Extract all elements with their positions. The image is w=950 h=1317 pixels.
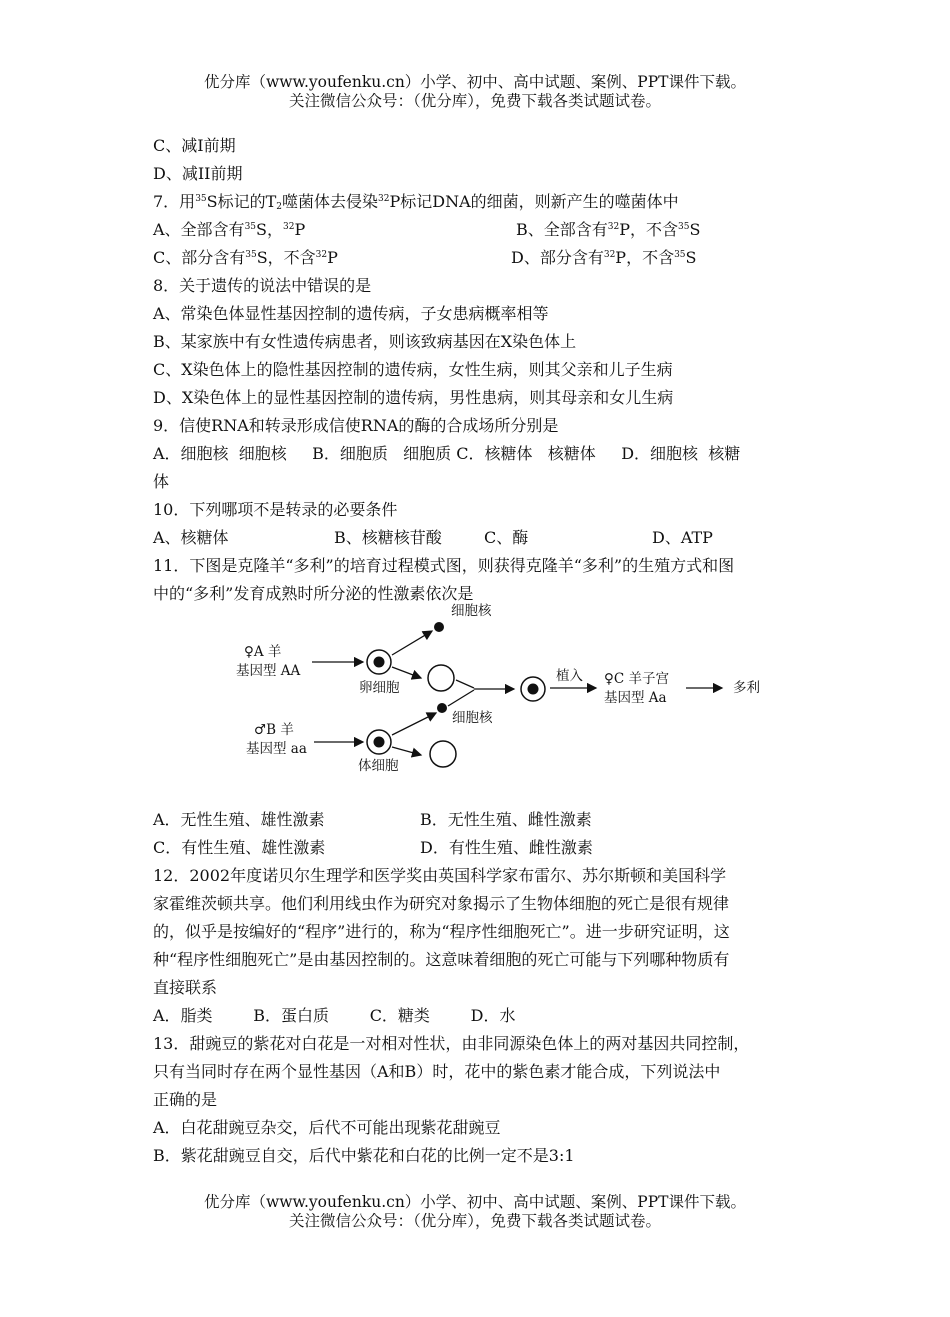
q8-option-c: C、X染色体上的隐性基因控制的遗传病，女性生病，则其父亲和儿子生病	[153, 360, 673, 379]
q10-option-a: A、核糖体	[153, 528, 229, 547]
merge-line-bottom	[448, 690, 474, 706]
q11-stem-line-2: 中的“多利”发育成熟时所分泌的性激素依次是	[153, 584, 474, 603]
q11-option-c: C．有性生殖、雄性激素	[153, 838, 326, 857]
q11-option-b: B．无性生殖、雌性激素	[420, 810, 592, 829]
q7-option-a: A、全部含有$^{35}$S，$^{32}$P	[153, 220, 306, 239]
q6-option-d: D、减ⅠI前期	[153, 164, 243, 183]
footer-line-1: 优分库（www.youfenku.cn）小学、初中、高中试题、案例、PPT课件下载。	[203, 1193, 747, 1211]
sheep-b-genotype: 基因型 aa	[246, 741, 307, 757]
q7-stem: 7．用$^{35}$S标记的$T_2$噬菌体去侵染$^{32}$P标记DNA的细菌，则新产生的噬菌体中	[153, 192, 679, 212]
sheep-b-label: ♂B 羊	[254, 722, 294, 738]
q13-line-2: 只有当同时存在两个显性基因（A和B）时，花中的紫色素才能合成，下列说法中	[153, 1062, 721, 1081]
dolly-label: 多利	[733, 680, 760, 696]
q7-option-d: D、部分含有$^{32}$P，不含$^{35}$S	[511, 248, 697, 267]
q12-line-3: 的，似乎是按编好的“程序”进行的，称为“程序性细胞死亡”。进一步研究证明，这	[153, 922, 730, 941]
page-footer	[0, 1193, 950, 1231]
q10-option-d: D、ATP	[652, 528, 713, 547]
header-line-2: 关注微信公众号：（优分库），免费下载各类试题试卷。	[288, 92, 661, 110]
fused-cell-nucleus	[528, 684, 539, 695]
q12-line-5: 直接联系	[153, 978, 218, 997]
q10-option-c: C、酶	[484, 528, 529, 547]
q13-option-a: A．白花甜豌豆杂交，后代不可能出现紫花甜豌豆	[153, 1118, 501, 1137]
q13-line-3: 正确的是	[153, 1090, 218, 1109]
q12-line-4: 种“程序性细胞死亡”是由基因控制的。这意味着细胞的死亡可能与下列哪种物质有	[153, 950, 730, 969]
q10-option-b: B、核糖核苷酸	[334, 528, 442, 547]
q9-options-wrap: 体	[153, 472, 170, 491]
q12-line-2: 家霍维茨顿共享。他们利用线虫作为研究对象揭示了生物体细胞的死亡是很有规律	[153, 894, 730, 913]
q9-stem: 9．信使RNA和转录形成信使RNA的酶的合成场所分别是	[153, 416, 559, 435]
implant-label: 植入	[556, 668, 583, 684]
page-header	[0, 73, 950, 111]
q13-option-b: B．紫花甜豌豆自交，后代中紫花和白花的比例一定不是3:1	[153, 1146, 575, 1165]
footer-line-2: 关注微信公众号：（优分库），免费下载各类试题试卷。	[288, 1212, 661, 1230]
egg-cell-label: 卵细胞	[359, 680, 400, 696]
q11-option-a: A．无性生殖、雄性激素	[153, 810, 325, 829]
body-cell-extracted-nucleus	[437, 703, 447, 713]
body-cell-label: 体细胞	[358, 758, 399, 774]
egg-removed-nucleus	[434, 622, 444, 632]
q6-option-c: C、减Ⅰ前期	[153, 136, 236, 155]
enucleated-egg	[428, 665, 454, 691]
sheep-a-genotype: 基因型 AA	[236, 663, 301, 679]
q8-stem: 8．关于遗传的说法中错误的是	[153, 276, 372, 295]
nucleus-label-top: 细胞核	[451, 603, 492, 619]
q7-option-c: C、部分含有$^{35}$S，不含$^{32}$P	[153, 248, 338, 267]
q11-option-d: D．有性生殖、雌性激素	[420, 838, 593, 857]
q11-stem-line-1: 11．下图是克隆羊“多利”的培育过程模式图，则获得克隆羊“多利”的生殖方式和图	[153, 556, 735, 575]
body-cell-remainder	[430, 741, 456, 767]
arrow-body-to-nucleus	[392, 713, 436, 735]
q7-option-b: B、全部含有$^{32}$P，不含$^{35}$S	[516, 220, 701, 239]
arrow-body-to-cytoplasm	[392, 747, 421, 755]
nucleus-label-mid: 细胞核	[452, 710, 493, 726]
sheep-a-label: ♀A 羊	[244, 644, 282, 660]
body-cell-nucleus	[374, 737, 385, 748]
q8-option-b: B、某家族中有女性遗传病患者，则该致病基因在X染色体上	[153, 332, 577, 351]
header-line-1: 优分库（www.youfenku.cn）小学、初中、高中试题、案例、PPT课件下载。	[203, 73, 747, 91]
sheep-c-genotype: 基因型 Aa	[604, 690, 667, 706]
q13-line-1: 13．甜豌豆的紫花对白花是一对相对性状，由非同源染色体上的两对基因共同控制，	[153, 1034, 750, 1053]
cloning-diagram	[228, 600, 788, 780]
merge-line-top	[456, 680, 474, 688]
q8-option-a: A、常染色体显性基因控制的遗传病，子女患病概率相等	[153, 304, 549, 323]
q12-options: A．脂类 B．蛋白质 C．糖类 D．水	[153, 1006, 516, 1025]
arrow-egg-to-nucleus	[392, 631, 432, 655]
arrow-egg-to-enucleated	[392, 667, 421, 678]
q12-line-1: 12．2002年度诺贝尔生理学和医学奖由英国科学家布雷尔、苏尔斯顿和美国科学	[153, 866, 727, 885]
q10-stem: 10．下列哪项不是转录的必要条件	[153, 500, 398, 519]
q8-option-d: D、X染色体上的显性基因控制的遗传病，男性患病，则其母亲和女儿生病	[153, 388, 674, 407]
q9-options: A．细胞核 细胞核 B．细胞质 细胞质 C．核糖体 核糖体 D．细胞核 核糖	[153, 444, 741, 463]
egg-nucleus	[374, 657, 385, 668]
sheep-c-label: ♀C 羊子宫	[604, 671, 669, 687]
